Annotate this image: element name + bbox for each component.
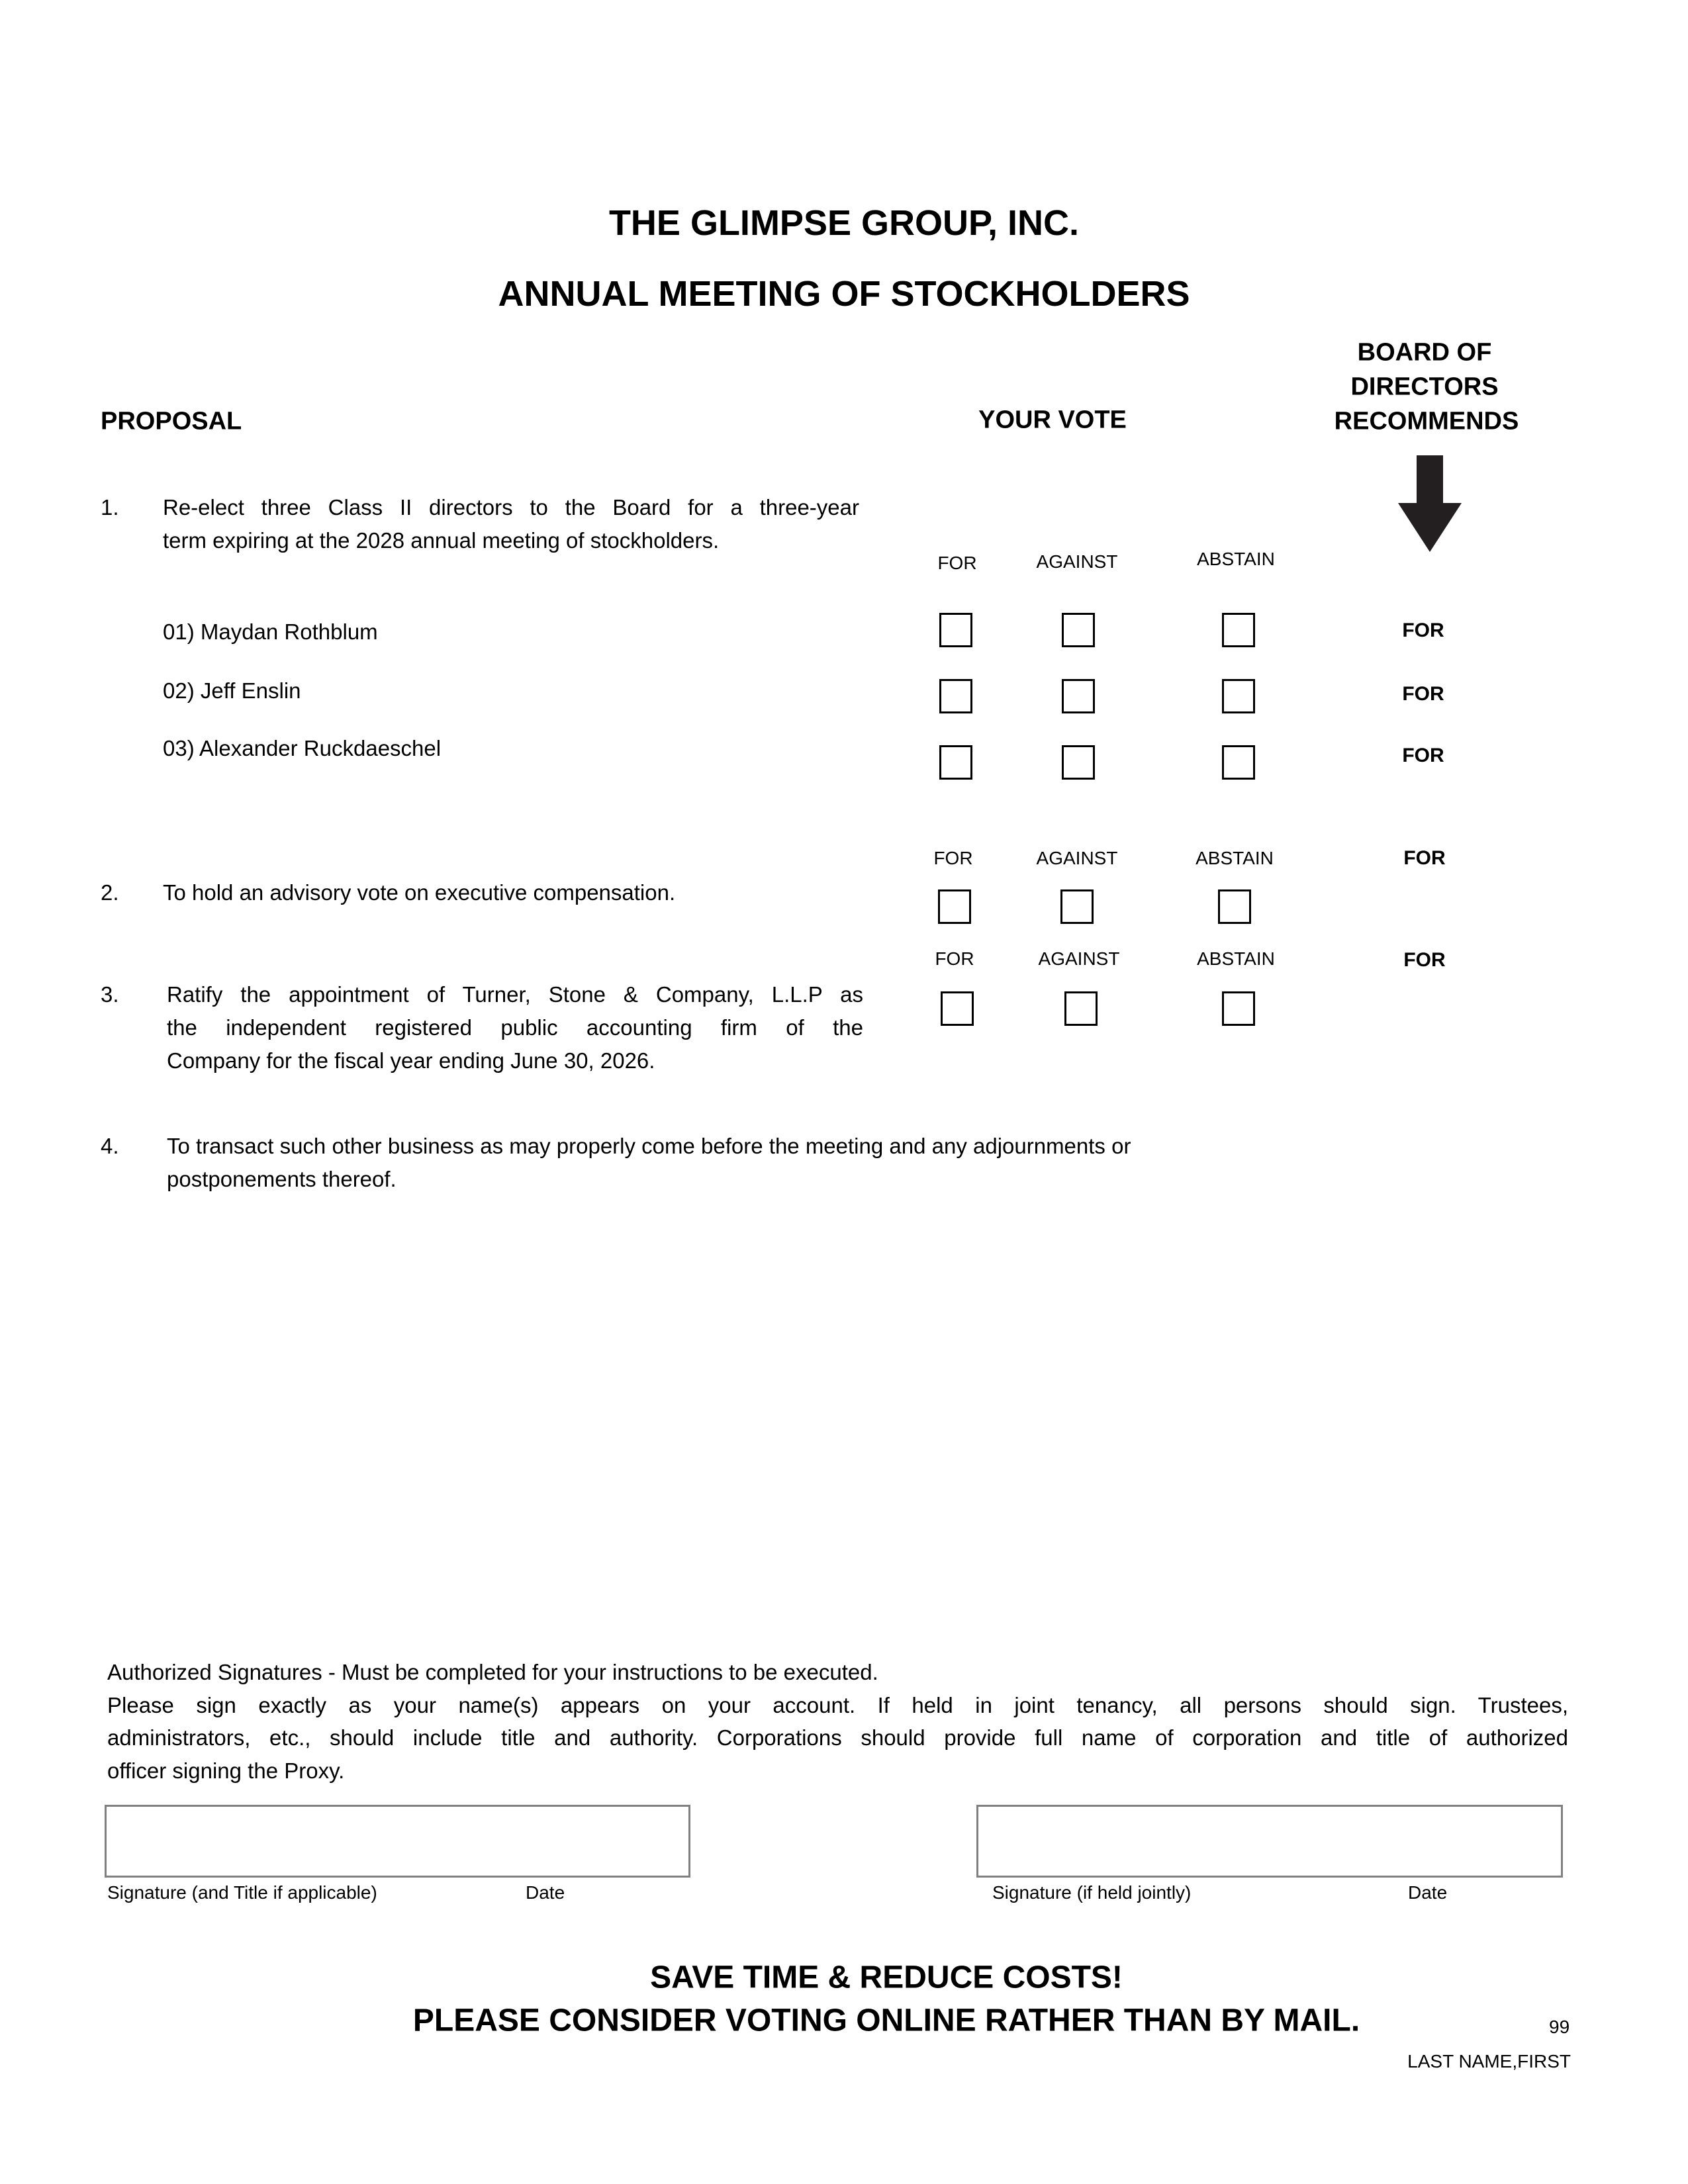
proposal-2-against-checkbox[interactable] <box>1060 889 1094 924</box>
proposal-3-number: 3. <box>101 982 119 1007</box>
proposal-1-text-line-1: Re-elect three Class II directors to the Board for a three-year <box>163 495 859 520</box>
proposal-1-number: 1. <box>101 495 119 520</box>
nominee-2-recommendation: FOR <box>1402 683 1444 705</box>
p3-abstain-label: ABSTAIN <box>1197 948 1275 969</box>
signature-instructions-line-3: officer signing the Proxy. <box>107 1758 345 1783</box>
proposal-3-abstain-checkbox[interactable] <box>1222 991 1255 1026</box>
nominee-2-abstain-checkbox[interactable] <box>1222 679 1255 713</box>
promo-heading: SAVE TIME & REDUCE COSTS! <box>650 1960 1123 1995</box>
signature-date-label: Date <box>526 1882 565 1903</box>
signature-label: Signature (and Title if applicable) <box>107 1882 377 1903</box>
p3-against-label: AGAINST <box>1038 948 1120 969</box>
proposal-3-for-checkbox[interactable] <box>941 991 974 1026</box>
proposal-4-number: 4. <box>101 1134 119 1158</box>
card-code: 99 <box>1549 2017 1570 2037</box>
board-header-line-2: DIRECTORS <box>1350 373 1499 401</box>
joint-signature-date-label: Date <box>1408 1882 1448 1903</box>
proposal-2-for-checkbox[interactable] <box>938 889 971 924</box>
holder-name: LAST NAME,FIRST <box>1407 2051 1571 2071</box>
proposal-2-abstain-checkbox[interactable] <box>1218 889 1251 924</box>
signature-instructions-heading: Authorized Signatures - Must be completed for your instructions to be executed. <box>107 1660 878 1684</box>
proposal-3-recommendation: FOR <box>1403 949 1446 971</box>
proposal-1-text-line-2: term expiring at the 2028 annual meeting of stockholders. <box>163 528 720 553</box>
p2-against-label: AGAINST <box>1036 848 1118 868</box>
nominee-2-for-checkbox[interactable] <box>939 679 972 713</box>
proposal-column-header: PROPOSAL <box>101 407 242 435</box>
p2-for-label: FOR <box>933 848 973 868</box>
nominee-3-against-checkbox[interactable] <box>1062 745 1095 780</box>
p1-against-label: AGAINST <box>1036 551 1118 572</box>
joint-signature-box[interactable] <box>976 1805 1563 1878</box>
nominee-1-against-checkbox[interactable] <box>1062 613 1095 647</box>
proposal-4-text-line-2: postponements thereof. <box>167 1167 397 1191</box>
proposal-3-text-line-2: the independent registered public accounting firm of the <box>167 1015 863 1040</box>
p3-for-label: FOR <box>935 948 974 969</box>
proposal-3-against-checkbox[interactable] <box>1064 991 1098 1026</box>
your-vote-column-header: YOUR VOTE <box>978 406 1127 434</box>
down-arrow-icon <box>1398 455 1462 552</box>
nominee-3-name: 03) Alexander Ruckdaeschel <box>163 736 442 760</box>
promo-subheading: PLEASE CONSIDER VOTING ONLINE RATHER THAN BY MAIL. <box>412 2003 1360 2038</box>
nominee-1-name: 01) Maydan Rothblum <box>163 619 378 644</box>
company-title: THE GLIMPSE GROUP, INC. <box>608 203 1080 243</box>
p2-abstain-label: ABSTAIN <box>1196 848 1274 868</box>
nominee-1-for-checkbox[interactable] <box>939 613 972 647</box>
nominee-2-name: 02) Jeff Enslin <box>163 678 301 703</box>
nominee-3-recommendation: FOR <box>1402 745 1444 766</box>
p1-abstain-label: ABSTAIN <box>1197 549 1275 569</box>
nominee-3-abstain-checkbox[interactable] <box>1222 745 1255 780</box>
proposal-2-text: To hold an advisory vote on executive compensation. <box>163 880 676 905</box>
nominee-2-against-checkbox[interactable] <box>1062 679 1095 713</box>
proposal-3-text-line-3: Company for the fiscal year ending June 30, 2026. <box>167 1048 655 1073</box>
nominee-3-for-checkbox[interactable] <box>939 745 972 780</box>
joint-signature-label: Signature (if held jointly) <box>992 1882 1192 1903</box>
proposal-2-number: 2. <box>101 880 119 905</box>
nominee-1-recommendation: FOR <box>1402 619 1444 641</box>
meeting-title: ANNUAL MEETING OF STOCKHOLDERS <box>498 274 1190 314</box>
nominee-1-abstain-checkbox[interactable] <box>1222 613 1255 647</box>
board-header-line-1: BOARD OF <box>1357 338 1492 367</box>
p1-for-label: FOR <box>937 553 977 573</box>
proposal-4-text-line-1: To transact such other business as may properly come before the meeting and any adjournments or <box>167 1134 1131 1158</box>
signature-box[interactable] <box>105 1805 690 1878</box>
board-header-line-3: RECOMMENDS <box>1334 407 1519 435</box>
signature-instructions-line-2: administrators, etc., should include title and authority. Corporations should provide full name of corporation and title of authorized <box>107 1725 1568 1750</box>
proposal-2-recommendation: FOR <box>1403 847 1446 869</box>
signature-instructions-line-1: Please sign exactly as your name(s) appears on your account. If held in joint tenancy, all persons should sign. Trustees, <box>107 1693 1568 1717</box>
proposal-3-text-line-1: Ratify the appointment of Turner, Stone & Company, L.L.P as <box>167 982 863 1007</box>
